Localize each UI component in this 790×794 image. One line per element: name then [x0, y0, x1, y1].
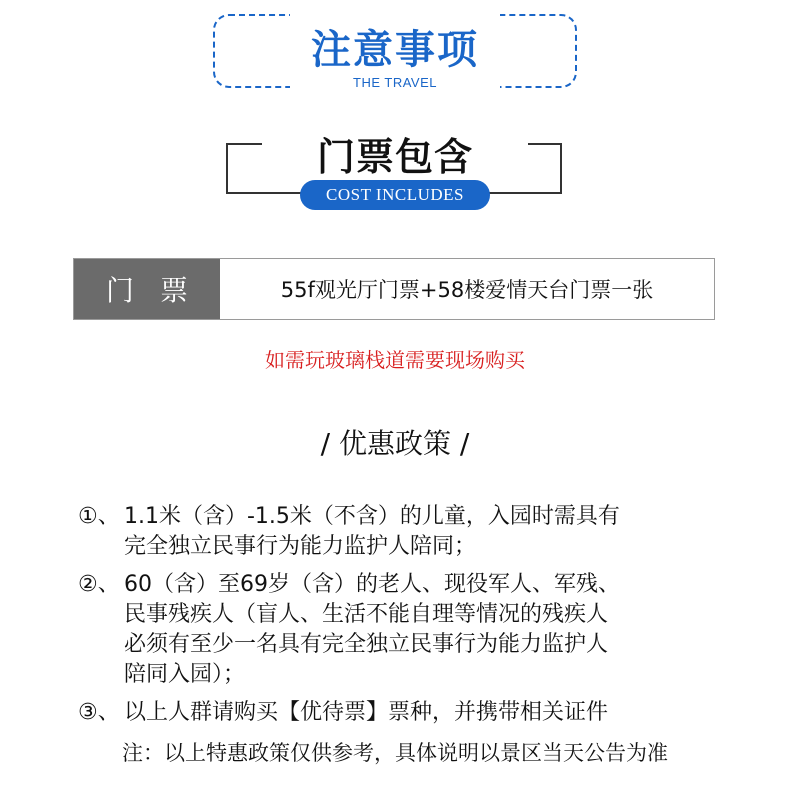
policy-item-line: 1.1米（含）-1.5米（不含）的儿童，入园时需具有	[124, 504, 620, 529]
policy-item-number: ①、	[78, 504, 120, 529]
policy-item-number: ②、	[78, 572, 120, 597]
cost-section-title: 门票包含	[316, 135, 473, 179]
policy-item	[78, 570, 738, 690]
page-title: 注意事项	[311, 26, 479, 73]
policy-item	[78, 698, 738, 728]
policy-item-number: ③、	[78, 700, 120, 725]
ticket-value: 55f观光厅门票+58楼爱情天台门票一张	[280, 278, 654, 302]
policy-item	[78, 502, 738, 562]
policy-item-line: 以上人群请购买【优待票】票种，并携带相关证件	[124, 700, 609, 725]
glass-walkway-note: 如需玩玻璃栈道需要现场购买	[265, 348, 525, 372]
policy-item-line: 60（含）至69岁（含）的老人、现役军人、军残、	[124, 572, 620, 597]
cost-includes-badge: COST INCLUDES	[300, 180, 490, 210]
policy-item-line: 必须有至少一名具有完全独立民事行为能力监护人	[124, 632, 609, 657]
policy-list	[78, 502, 738, 736]
cost-frame-bottom-right	[484, 192, 562, 194]
page-subtitle: THE TRAVEL	[353, 75, 437, 90]
footer-disclaimer: 注：以上特惠政策仅供参考，具体说明以景区当天公告为准	[122, 741, 668, 765]
ticket-info-row	[73, 258, 715, 320]
policy-item-line: 民事残疾人（盲人、生活不能自理等情况的残疾人	[124, 602, 609, 627]
ticket-label: 门票	[74, 259, 220, 319]
policy-item-line: 陪同入园）；	[124, 662, 246, 687]
policy-section-title: / 优惠政策 /	[320, 427, 470, 460]
cost-frame-bottom-left	[226, 192, 306, 194]
policy-item-line: 完全独立民事行为能力监护人陪同；	[124, 534, 477, 559]
